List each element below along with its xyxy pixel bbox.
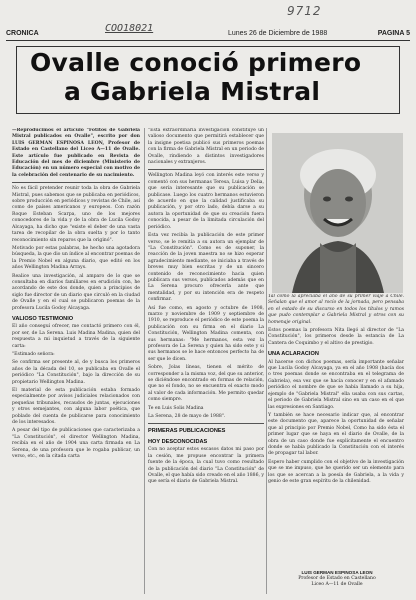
paragraph: No es fácil pretender reunir toda la obra de Gabriela Mistral, pues sabemos que se publicaba en periódicos, sobre producción en periódicos y revistas de Chile, así como de países americanos y europeos. Con razón Roque Esteban Scarpa, uno de los mejores conocedores de la vida y de la obra de Lucila Godoy Alcayaga, ha dicho que "existe el deber de una vasta tarea de recopilar de la obra suelta y por lo tanto reconocimiento sin reparos que la originó".: [12, 186, 140, 243]
section-name: CRONICA: [6, 30, 39, 37]
page-header: [6, 30, 410, 40]
paragraph: El año conseguí ofrecer, me contactó primero con él, por ser, de La Serena. Luis Madina Madina, quien del respuesta a mi inquietud a través de la siguiente carta:: [12, 324, 140, 349]
paragraph: Sobre, Jolas líneas, tienen el mérito de corresponder a la misma voz, del que su anterior, se diciéndose encontrado en formas de relación, que no el fondo, no se encuentra el exacto modo al valor de cada información. Me permito quedar como siempre.: [148, 365, 264, 403]
column-divider: [144, 128, 145, 594]
section-divider: [148, 423, 264, 424]
paragraph: "Estimado señora:: [12, 352, 55, 357]
author-role: Profesor de Estado en Castellano: [298, 576, 376, 581]
article-intro: —Reproducimos el artículo "Fotitos de Gabriela Mistral publicados en Ovalle", escrito por don LUIS GERMAN ESPINOSA LEON, Profesor de Estado en Castellano del Liceo A—11 de Ovalle. Este artículo fue publicado en Revista de Educación del mes de diciembre (Ministerio de Educación) en un número especial con motivo de la celebración del centenario de su nacimiento.: [12, 128, 140, 178]
article-column-2: [148, 128, 264, 594]
headline-line-1: Ovalle conoció primero: [30, 48, 362, 77]
portrait-image: [272, 133, 403, 293]
author-place: Liceo A—11 de Ovalle: [311, 582, 363, 587]
author-signature: [272, 570, 402, 588]
portrait-photo: [272, 133, 403, 293]
handwritten-archive-number: 9712: [287, 4, 322, 18]
article-column-3: [268, 294, 404, 584]
headline-line-2: a Gabriela Mistral: [64, 77, 321, 106]
header-rule: [6, 40, 410, 41]
paragraph: Se confirma ser presente al, de y busca los primeros años de la década del 10, se publicaba en Ovalle el periódico "La Constitución", bajo la dirección de su propietario Wellington Madina.: [12, 360, 140, 385]
handwritten-catalog-code: COO18021: [105, 23, 154, 34]
paragraph: Wellington Madina leyó con interés este verso y comentó con sus hermanas Teresa, Luisa y Delia, que sería interesante que su publicación se publicase. Luego los cuatro hermanos estuvieron de acuerdo en que la calidad justificaba su publicación, y por otro lado, debía darse a su autora la oportunidad de que su creación fuera conocida, a pesar de la limitada circulación del periódico.: [148, 173, 264, 230]
issue-date: Lunes 26 de Diciembre de 1988: [228, 30, 328, 37]
paragraph: Así fue como, en agosto y octubre de 1908, marzo y noviembre de 1909 y septiembre de 1910, se reproduce el periódico de este poema la publicación con su firma en el diario La Constitución, Wellington Madina comenta, con sus hermanas: "Me hermanos, esta vez la profesora de La Serena y quien ha sido este y si sus hermanos se le hace entonces perfecto ha de ser que le dicen.: [148, 305, 264, 362]
article-column-1: [12, 128, 140, 594]
headline: [30, 48, 400, 106]
subheading: PRIMERAS PUBLICACIONES: [148, 428, 226, 435]
paragraph: Motivado por estas palabras, he hecho una agotadora búsqueda, la que dio un índice al encontrar poemas de la Premio Nobel en alguna diario, que editó en los años Wellington Madina Arrays.: [12, 245, 140, 271]
page-number: PAGINA 5: [377, 30, 410, 37]
subheading: UNA ACLARACION: [268, 351, 319, 358]
letter-date: La Serena, 28 de mayo de 1988".: [148, 414, 226, 420]
paragraph: Espero haber cumplido con el objetivo de la investigación que se me impuso, que he querido ser un elemento para los que se acercan a la poesía de Gabriela, a la vida y genio de este gran espíritu de la chilenidad.: [268, 459, 404, 484]
paragraph: Realice una investigación, al amparo de lo que se consultaba en diarios familiares en erudición con, he acordando de este dos donde, quien a principios de siglo fue director de un diario que circuló en la ciudad de Ovalle y en el cual se publicaron poemas de la profesora Lucila Godoy Alcayaga.: [12, 273, 140, 311]
paragraph: Con no aceptar estos escasos datos mi paso por la cesión, me propuse encontrar la primera fuente de la época, la cual tuvo como resultado de la publicación del diario "La Constitución" de Ovalle, el que había sido creado en el año 1886, y que sería el diario de Gabriela Mistral.: [148, 447, 264, 485]
paragraph: A pesar del tipo de publicaciones que caracterizaba a "La Constitución", el director Wellington Madina, recibía en el año de 1904 una carta firmada en La Serena, de una profesora que le rogaba publicar, un verso, etc., en la citada carta: [12, 428, 140, 460]
paragraph: El material de esta publicación estaba formado especialmente por avisos judiciales relacionados con pequeñas tribunales, recaudos de juntas, ejecuciones y otros semejantes, con alguna labor poética, que poblado del cuenta de publicarse para conocimiento de los interesados.: [12, 388, 140, 426]
author-name: LUIS GERMAN ESPINOSA LEON: [301, 570, 373, 575]
paragraph: Estos poemas la profesora Nita llegó al director de "La Constitución", los primeros desde la estancia de La Cantera de Coquimbo y el altivo de prestigio.: [268, 328, 404, 346]
paragraph: Esta vez recibía la publicación de este primer verso, se le remitía a su autora un ejemplar de "La Constitución". Como es de suponer, la reacción de la joven maestra no se hizo esperar agradecimiento mediante, se iniciaba a través de breves muy bien escritas y de un sincero contenido de reconocimiento hacia quien publicara sus versos, publicados además que en La Serena procuro ofrecerla ante que mentalidad, y por su intención era de respeto confirmar.: [148, 233, 264, 303]
subheading: HOY DESCONOCIDAS: [148, 438, 208, 445]
letter-signature: Te en Luis Solis Madina: [148, 405, 204, 411]
section-divider: [148, 169, 264, 170]
subheading: VALIOSO TESTIMONIO: [12, 315, 74, 322]
photo-caption: Tal como la apreciaba el año de su primer viaje a Chile. Señalan que el amor al rocío de la jornada, pero pensaba en el estado de su discurso en todos los títulos y ramos que pudo contemplar a Gabriela Mistral y otros con su homenaje original.: [268, 294, 404, 325]
paragraph: "Esta extraordinaria investigación constituye un valioso documento que permitirá establecer que la insigne poetisa publicó sus primeros poemas con la firma de Gabriela Mistral en un periodo de Ovalle, rindiendo a distintos investigadores nacionales y extranjeros.: [148, 128, 264, 166]
column-divider: [266, 128, 267, 594]
paragraph: Al hacerse con dichos poemas, sería importante señalar que Lucila Godoy Alcayaga, ya en el año 1908 (hacía dos o tres poemas donde se encontraba en el telegrama de Gabriela), esa vez que se hacía conocer y en el afamado periódico el nombre de que se había llamado a su hija, ejemplo de "Gabriela Mistral" ella usaba con sus cartas, el periodo de Gabriela Mistral sino en un caso en el que las expresiones en Santiago.: [268, 359, 404, 410]
paragraph: Y también se hace necesario indicar que, al encontrar este documento que, aparece la oportunidad de señalar que al principio por Premio Nobel, Como ha sido ésta el primer lugar que se haya en el diario de Ovalle, de la obra de un caso donde fue explícitamente el encuentro donde se había publicado la Constitución con el interés de propagar tal labor.: [268, 412, 404, 457]
intro-divider: [12, 182, 140, 183]
